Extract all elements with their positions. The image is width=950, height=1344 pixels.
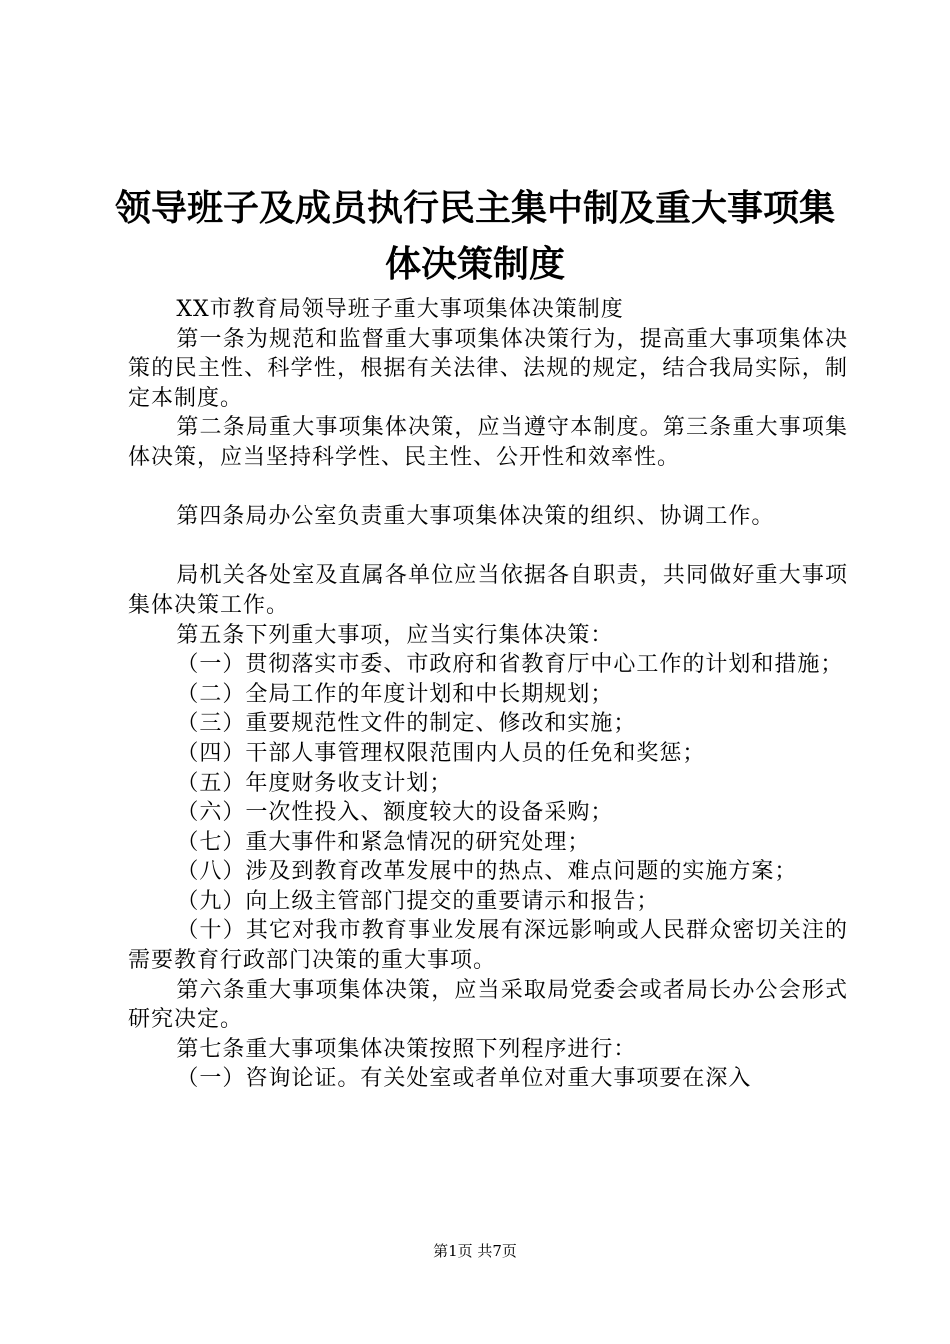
paragraph-article-7: 第七条重大事项集体决策按照下列程序进行：	[176, 1036, 637, 1062]
paragraph-article-1: 第一条为规范和监督重大事项集体决策行为，提高重大事项集体决策的民主性、科学性，根据有关法律、法规的规定，结合我局实际，制定本制度。	[128, 326, 848, 411]
list-item: （一）咨询论证。有关处室或者单位对重大事项要在深入	[176, 1066, 752, 1092]
document-title-line-2: 体决策制度	[384, 243, 565, 285]
list-item: （二）全局工作的年度计划和中长期规划；	[176, 681, 614, 707]
list-item: （十）其它对我市教育事业发展有深远影响或人民群众密切关注的需要教育行政部门决策的重大事项。	[128, 918, 848, 974]
list-item: （九）向上级主管部门提交的重要请示和报告；	[176, 888, 660, 914]
list-item: （四）干部人事管理权限范围内人员的任免和奖惩；	[176, 740, 706, 766]
list-item: （五）年度财务收支计划；	[176, 770, 453, 796]
document-body	[128, 295, 848, 1094]
document-title-line-1: 领导班子及成员执行民主集中制及重大事项集	[114, 187, 835, 229]
list-item: （六）一次性投入、额度较大的设备采购；	[176, 800, 614, 826]
paragraph-subtitle: XX市教育局领导班子重大事项集体决策制度	[176, 297, 624, 322]
paragraph-article-4: 第四条局办公室负责重大事项集体决策的组织、协调工作。	[176, 504, 775, 530]
list-item: （七）重大事件和紧急情况的研究处理；	[176, 829, 591, 855]
page-number-footer: 第1页 共7页	[433, 1242, 517, 1260]
paragraph-article-6: 第六条重大事项集体决策，应当采取局党委会或者局长办公会形式研究决定。	[128, 977, 848, 1033]
list-item: （三）重要规范性文件的制定、修改和实施；	[176, 711, 637, 737]
list-item: （八）涉及到教育改革发展中的热点、难点问题的实施方案；	[176, 859, 798, 885]
paragraph-article-2-3: 第二条局重大事项集体决策，应当遵守本制度。第三条重大事项集体决策，应当坚持科学性、民主性、公开性和效率性。	[128, 415, 848, 470]
list-item: （一）贯彻落实市委、市政府和省教育厅中心工作的计划和措施；	[176, 652, 844, 678]
paragraph-article-5: 第五条下列重大事项，应当实行集体决策：	[176, 622, 614, 648]
paragraph-article-4-cont: 局机关各处室及直属各单位应当依据各自职责，共同做好重大事项集体决策工作。	[128, 563, 848, 618]
